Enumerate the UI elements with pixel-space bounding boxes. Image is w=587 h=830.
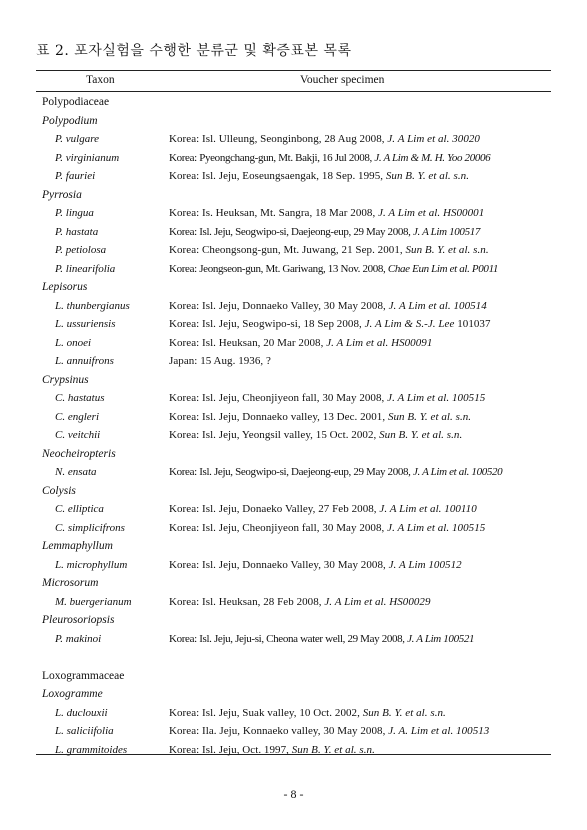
voucher-specimen [169, 334, 432, 353]
voucher-specimen [169, 593, 431, 612]
species-row [36, 315, 551, 334]
species-name: L. thunbergianus [55, 299, 130, 312]
voucher-collector: J. A Lim et al. HS00091 [326, 336, 433, 349]
voucher-locality: Korea: Isl. Jeju, Suak valley, 10 Oct. 2002, [169, 706, 363, 719]
species-row [36, 334, 551, 353]
genus-row: Lepisorus [42, 281, 88, 293]
voucher-collector: J. A Lim et al. 100515 [387, 392, 486, 404]
voucher-locality: Korea: Isl. Ulleung, Seonginbong, 28 Aug 2008, [169, 133, 388, 145]
voucher-specimen [169, 556, 462, 575]
species-row [36, 389, 551, 408]
voucher-collector: J. A Lim & M. H. Yoo 20006 [374, 151, 491, 164]
family-row: Polypodiaceae [42, 96, 110, 108]
species-name: C. hastatus [55, 392, 105, 404]
species-row [36, 260, 551, 279]
species-name: P. virginianum [55, 151, 120, 164]
species-name: P. fauriei [55, 170, 96, 182]
species-row [36, 130, 551, 149]
table-bottom-rule [36, 754, 551, 755]
voucher-locality: Korea: Pyeongchang-gun, Mt. Bakji, 16 Jul 2008, [169, 151, 375, 164]
species-name: P. lingua [55, 207, 94, 219]
genus-row: Neocheiropteris [42, 447, 116, 460]
species-row [36, 408, 551, 427]
species-row [36, 241, 551, 260]
genus-row: Pyrrosia [42, 188, 82, 201]
table-body [36, 93, 551, 759]
species-row [36, 519, 551, 538]
species-row [36, 297, 551, 316]
voucher-collector: J. A Lim 100517 [412, 225, 481, 238]
species-name: P. makinoi [55, 632, 102, 645]
species-row [36, 500, 551, 519]
voucher-collector: Chae Eun Lim et al. P0011 [387, 262, 499, 275]
voucher-collector: J. A Lim et al. 100514 [388, 299, 487, 312]
species-row [36, 149, 551, 168]
voucher-specimen [169, 630, 474, 649]
species-name: L. microphyllum [55, 558, 128, 571]
voucher-collector: J. A. Lim et al. 100513 [388, 725, 490, 737]
species-name: L. grammitoides [55, 743, 128, 756]
voucher-collector: Sun B. Y. et al. s.n. [385, 170, 470, 182]
column-header-taxon: Taxon [86, 74, 115, 86]
voucher-locality: Korea: Jeongseon-gun, Mt. Gariwang, 13 Nov. 2008, [169, 262, 388, 275]
family-row: Loxogrammaceae [42, 669, 125, 682]
species-row [36, 722, 551, 741]
voucher-locality: Korea: Isl. Jeju, Yeongsil valley, 15 Oct. 2002, [169, 429, 380, 441]
voucher-collector: J. A Lim 100521 [407, 632, 475, 645]
voucher-locality: Korea: Isl. Jeju, Cheonjiyeon fall, 30 May 2008, [169, 392, 388, 404]
table-title: 표 2. 포자실험을 수행한 분류군 및 확증표본 목록 [36, 43, 352, 59]
genus-row: Pleurosoriopsis [42, 614, 115, 626]
voucher-locality: Korea: Isl. Jeju, Donnaeko Valley, 30 May 2008, [169, 299, 389, 312]
voucher-locality: Japan: 15 Aug. 1936, ? [169, 355, 271, 367]
voucher-specimen [169, 408, 471, 427]
species-name: L. saliciifolia [55, 725, 114, 737]
species-row [36, 223, 551, 242]
voucher-collector: Sun B. Y. et al. s.n. [291, 743, 375, 756]
voucher-specimen [169, 463, 502, 482]
voucher-locality: Korea: Isl. Jeju, Seogwipo-si, Daejeong-eup, 29 May 2008, [169, 466, 413, 478]
species-row [36, 741, 551, 760]
voucher-specimen [169, 315, 491, 334]
voucher-number: 101037 [454, 318, 491, 330]
voucher-locality: Korea: Isl. Jeju, Seogwipo-si, Daejeong-eup, 29 May 2008, [169, 225, 413, 238]
species-name: C. engleri [55, 410, 99, 423]
voucher-locality: Korea: Cheongsong-gun, Mt. Juwang, 21 Sep. 2001, [169, 244, 406, 256]
species-name: M. buergerianum [55, 595, 132, 608]
voucher-locality: Korea: Isl. Jeju, Cheonjiyeon fall, 30 May 2008, [169, 521, 388, 534]
species-name: C. veitchii [55, 429, 101, 441]
species-row [36, 426, 551, 445]
voucher-specimen [169, 389, 485, 408]
voucher-collector: Sun B. Y. et al. s.n. [387, 410, 472, 423]
table-top-rule [36, 70, 551, 71]
voucher-locality: Korea: Isl. Heuksan, 20 Mar 2008, [169, 336, 327, 349]
voucher-specimen [169, 130, 480, 149]
genus-row: Microsorum [42, 577, 99, 589]
voucher-specimen [169, 223, 480, 242]
voucher-specimen [169, 241, 489, 260]
voucher-locality: Korea: Is. Heuksan, Mt. Sangra, 18 Mar 2008, [169, 207, 379, 219]
genus-row: Crypsinus [42, 373, 89, 386]
voucher-collector: J. A Lim et al. 100110 [379, 503, 477, 515]
voucher-collector: Sun B. Y. et al. s.n. [379, 429, 463, 441]
voucher-collector: J. A Lim et al. HS00029 [324, 595, 431, 608]
voucher-locality: Korea: Isl. Jeju, Oct. 1997, [169, 743, 292, 756]
voucher-locality: Korea: Isl. Jeju, Jeju-si, Cheona water well, 29 May 2008, [169, 632, 408, 645]
voucher-specimen [169, 500, 477, 519]
voucher-collector: J. A Lim et al. 30020 [387, 133, 480, 145]
species-name: L. onoei [55, 336, 92, 349]
voucher-locality: Korea: Isl. Jeju, Donnaeko valley, 13 Dec. 2001, [169, 410, 388, 423]
species-name: L. annuifrons [55, 355, 114, 367]
voucher-locality: Korea: Ila. Jeju, Konnaeko valley, 30 May 2008, [169, 725, 389, 737]
genus-row: Loxogramme [42, 688, 103, 700]
voucher-collector: Sun B. Y. et al. s.n. [405, 244, 489, 256]
voucher-locality: Korea: Isl. Jeju, Donaeko Valley, 27 Feb 2008, [169, 503, 380, 515]
voucher-specimen [169, 704, 446, 723]
page-number: - 8 - [283, 787, 304, 801]
voucher-specimen [169, 149, 490, 168]
voucher-specimen [169, 426, 462, 445]
voucher-collector: J. A Lim et al. HS00001 [378, 207, 485, 219]
species-row [36, 556, 551, 575]
species-row [36, 352, 551, 371]
species-name: P. vulgare [55, 133, 99, 145]
voucher-specimen [169, 741, 375, 760]
header-bottom-rule [36, 91, 551, 92]
voucher-specimen [169, 297, 487, 316]
genus-row: Polypodium [42, 114, 98, 127]
species-row [36, 167, 551, 186]
voucher-collector: J. A Lim 100512 [388, 558, 462, 571]
species-row [36, 463, 551, 482]
species-name: N. ensata [55, 466, 97, 478]
species-name: C. elliptica [55, 503, 104, 515]
species-row [36, 593, 551, 612]
voucher-locality: Korea: Isl. Jeju, Seogwipo-si, 18 Sep 2008, [169, 318, 365, 330]
species-name: P. petiolosa [55, 244, 107, 256]
voucher-collector: J. A Lim et al. 100515 [387, 521, 486, 534]
genus-row: Colysis [42, 484, 76, 497]
species-name: P. hastata [55, 225, 99, 238]
genus-row: Lemmaphyllum [42, 540, 113, 552]
species-name: L. duclouxii [55, 706, 108, 719]
voucher-specimen [169, 519, 485, 538]
voucher-specimen [169, 167, 469, 186]
species-name: P. linearifolia [55, 262, 116, 275]
voucher-specimen [169, 722, 489, 741]
voucher-collector: J. A Lim & S.-J. Lee [364, 318, 455, 330]
voucher-specimen [169, 204, 484, 223]
voucher-specimen [169, 352, 271, 371]
voucher-specimen [169, 260, 498, 279]
species-row [36, 630, 551, 649]
species-name: L. ussuriensis [55, 318, 116, 330]
voucher-collector: J. A Lim et al. 100520 [412, 466, 503, 478]
voucher-locality: Korea: Isl. Jeju, Donnaeko Valley, 30 May 2008, [169, 558, 389, 571]
species-row [36, 204, 551, 223]
voucher-locality: Korea: Isl. Heuksan, 28 Feb 2008, [169, 595, 325, 608]
voucher-locality: Korea: Isl. Jeju, Eoseungsaengak, 18 Sep. 1995, [169, 170, 386, 182]
species-name: C. simplicifrons [55, 521, 125, 534]
table-spacer-row [36, 648, 551, 667]
species-row [36, 704, 551, 723]
voucher-collector: Sun B. Y. et al. s.n. [362, 706, 446, 719]
column-header-voucher: Voucher specimen [300, 74, 385, 86]
